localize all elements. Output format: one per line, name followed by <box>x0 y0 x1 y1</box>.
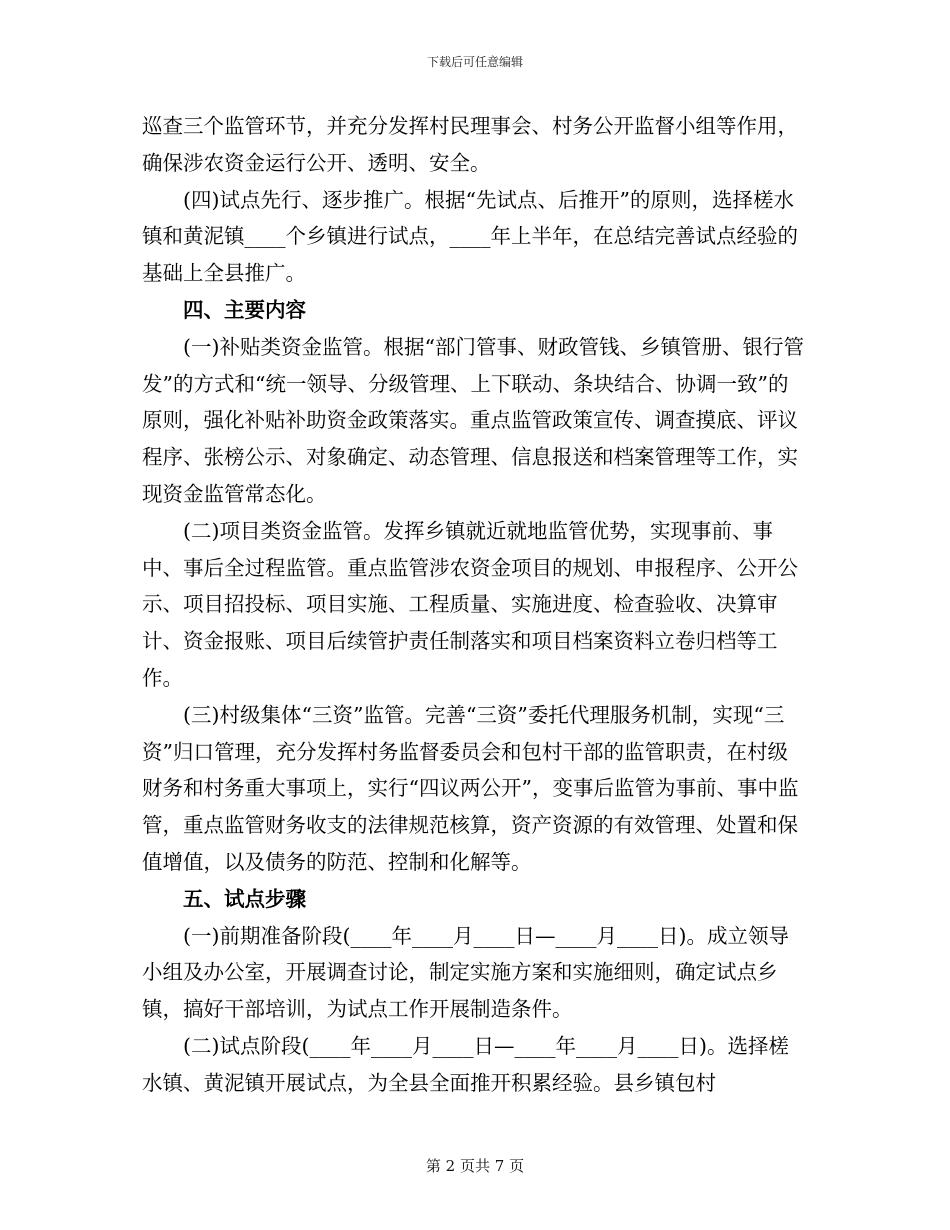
paragraph-preparation-stage: (一)前期准备阶段(____年____月____日—____月____日)。成立领导小组及办公室，开展调查讨论，制定实施方案和实施细则，确定试点乡镇，搞好干部培训，为试点工作开展制造条件。 <box>142 923 789 1022</box>
document-body <box>142 108 808 1102</box>
paragraph-pilot-stage: (二)试点阶段(____年____月____日—____年____月____日)。选择槎水镇、黄泥镇开展试点，为全县全面推开积累经验。县乡镇包村 <box>142 1033 789 1095</box>
page-number-footer: 第 2 页共 7 页 <box>425 1157 525 1175</box>
paragraph-continuation: 巡查三个监管环节，并充分发挥村民理事会、村务公开监督小组等作用，确保涉农资金运行公开、透明、安全。 <box>142 114 798 175</box>
paragraph-pilot-first: (四)试点先行、逐步推广。根据“先试点、后推开”的原则，选择槎水镇和黄泥镇____个乡镇进行试点，____年上半年，在总结完善试点经验的基础上全县推广。 <box>142 187 798 286</box>
paragraph-subsidy-fund-supervision: (一)补贴类资金监管。根据“部门管事、财政管钱、乡镇管册、银行管发”的方式和“统一领导、分级管理、上下联动、条块结合、协调一致”的原则，强化补贴补助资金政策落实。重点监管政策宣传、调查摸底、评议程序、张榜公示、对象确定、动态管理、信息报送和档案管理等工作，实现资金监管常态化。 <box>142 334 804 506</box>
section-heading-pilot-steps: 五、试点步骤 <box>183 886 306 911</box>
section-heading-main-content: 四、主要内容 <box>183 297 306 322</box>
paragraph-project-fund-supervision: (二)项目类资金监管。发挥乡镇就近就地监管优势，实现事前、事中、事后全过程监管。重点监管涉农资金项目的规划、申报程序、公开公示、项目招投标、项目实施、工程质量、实施进度、检查验收、决算审计、资金报账、项目后续管护责任制落实和项目档案资料立卷归档等工作。 <box>142 518 798 690</box>
paragraph-village-assets-supervision: (三)村级集体“三资”监管。完善“三资”委托代理服务机制，实现“三资”归口管理，充分发挥村务监督委员会和包村干部的监管职责，在村级财务和村务重大事项上，实行“四议两公开”，变事后监管为事前、事中监管，重点监管财务收支的法律规范核算，资产资源的有效管理、处置和保值增值，以及债务的防范、控制和化解等。 <box>142 702 799 874</box>
page-header: 下载后可任意编辑 <box>426 55 523 69</box>
